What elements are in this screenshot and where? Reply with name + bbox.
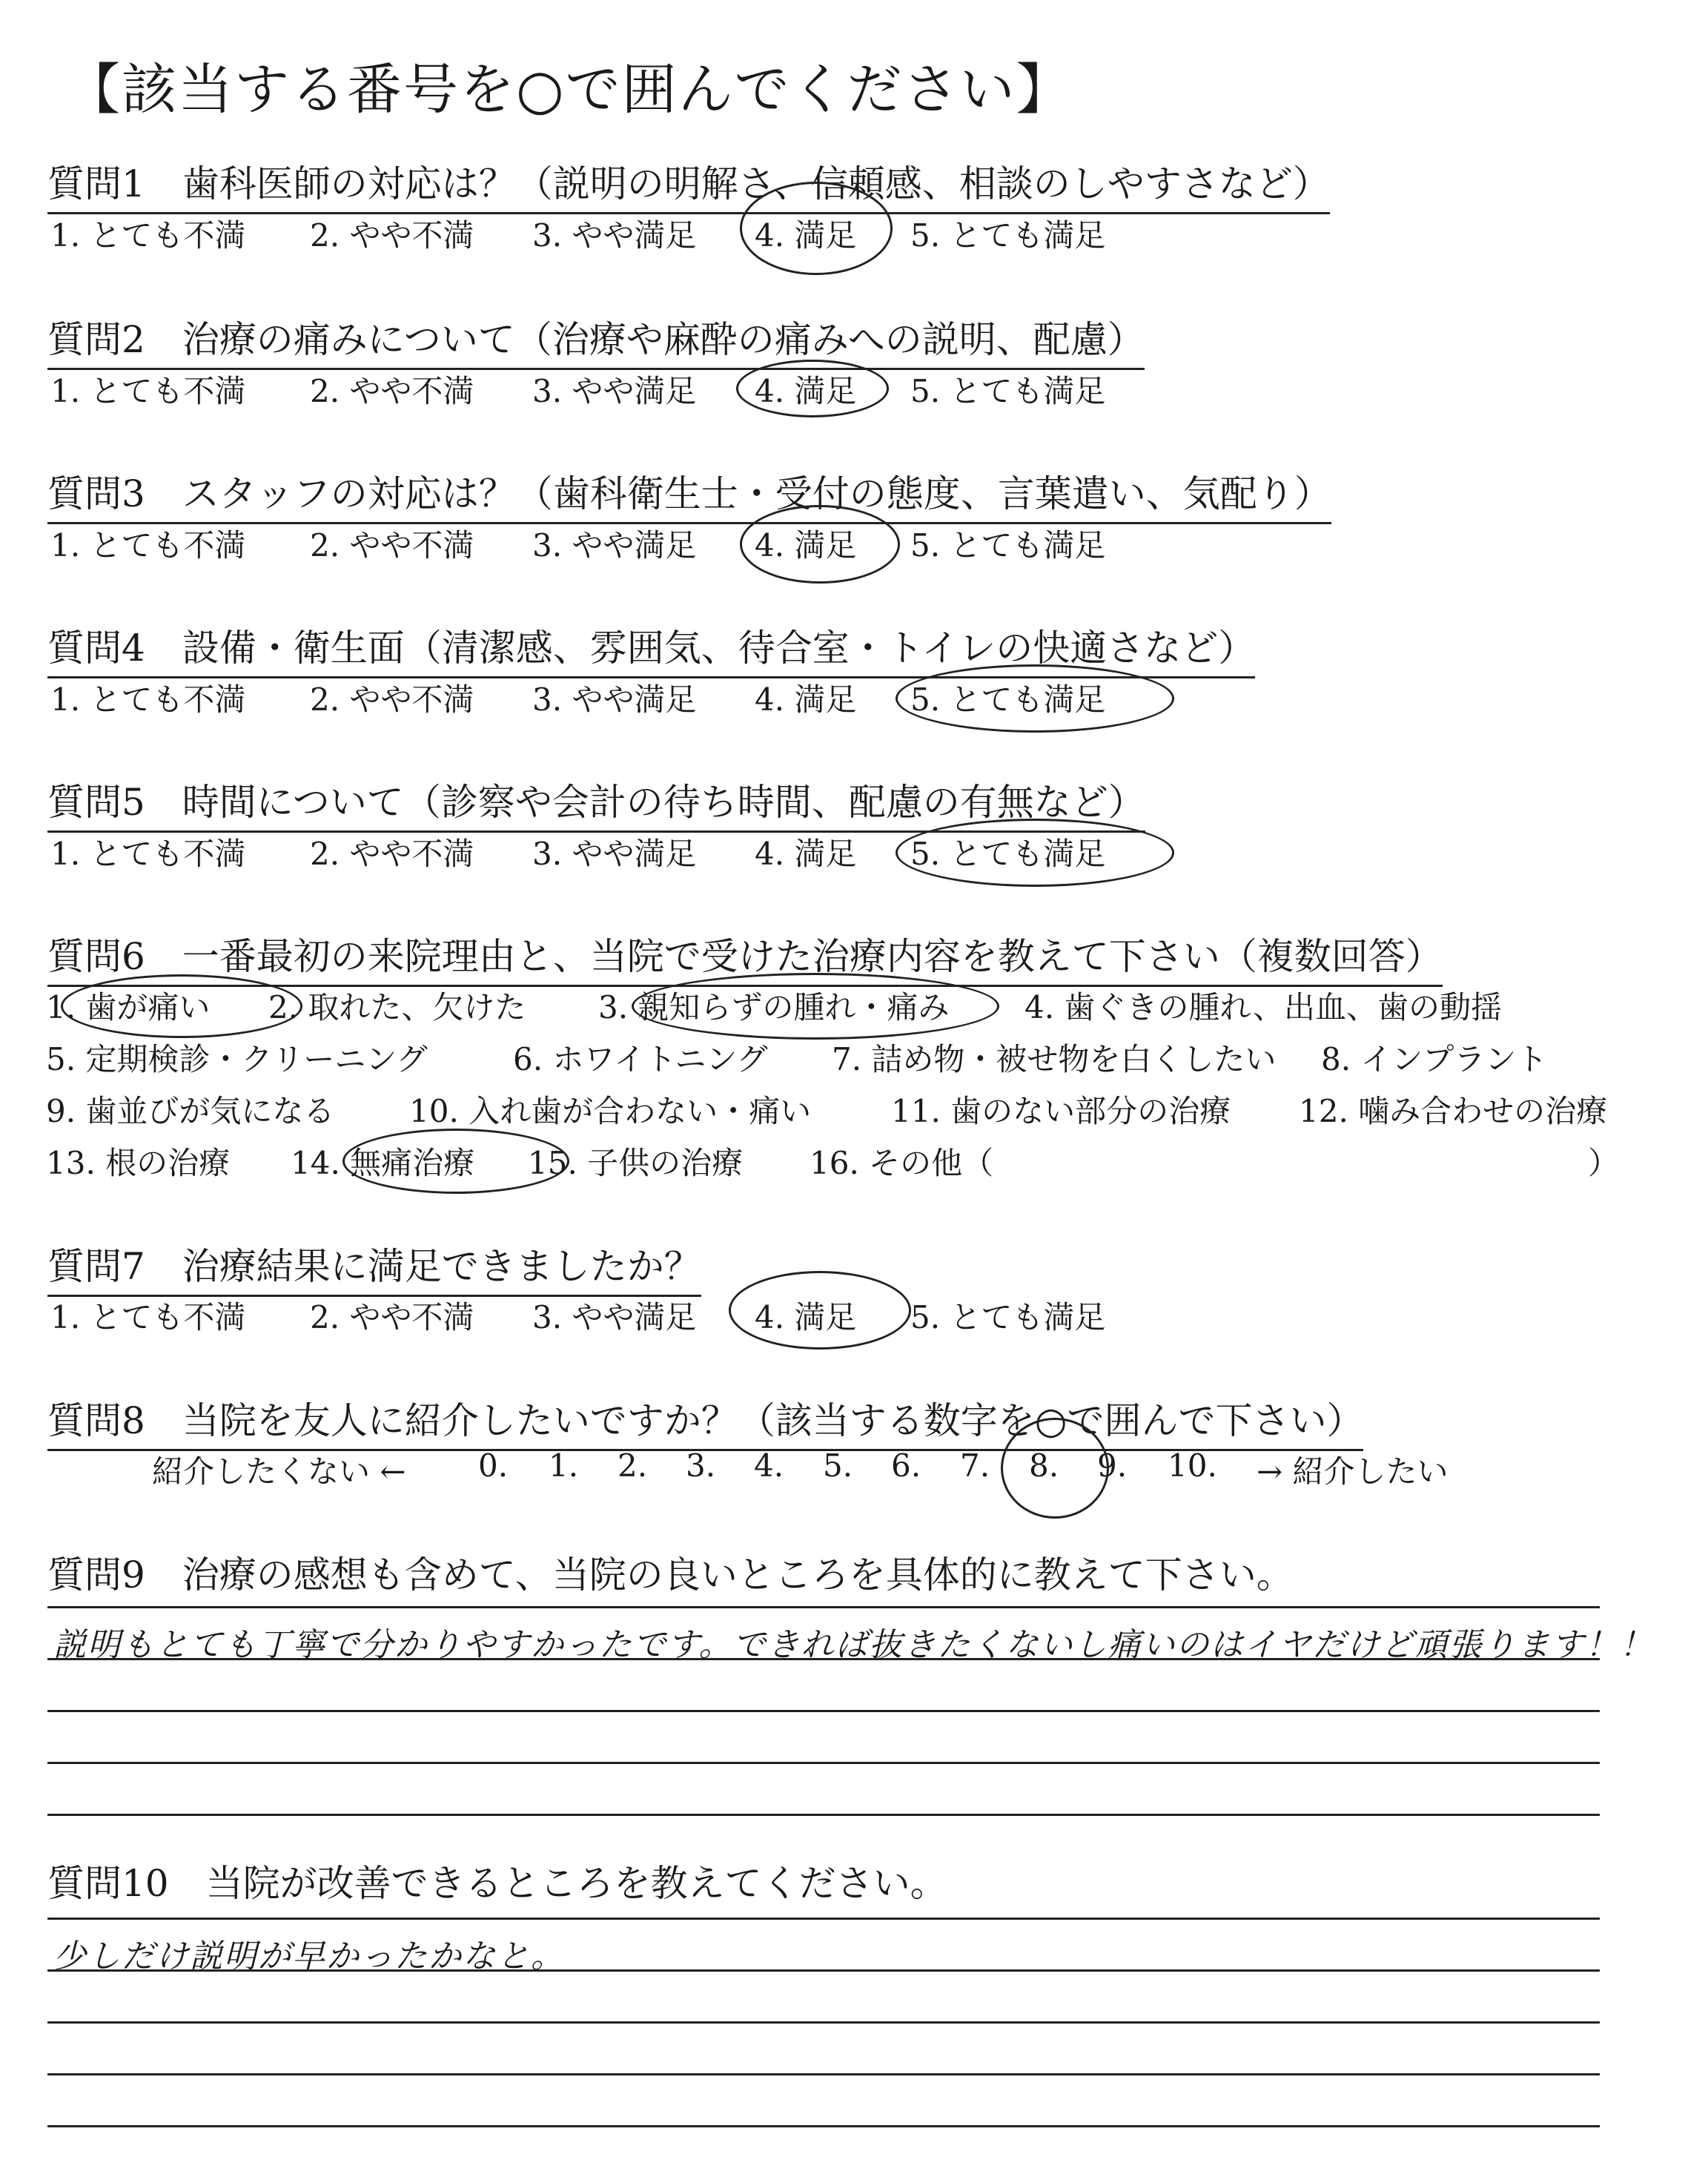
q6-option-1[interactable]: 1. 歯が痛い	[46, 989, 211, 1025]
q8-score-8[interactable]: 8.	[1029, 1447, 1059, 1484]
q3-option-4[interactable]: 4. 満足	[755, 527, 857, 564]
q8-score-3[interactable]: 3.	[686, 1447, 716, 1484]
q6-option-11[interactable]: 11. 歯のない部分の治療	[891, 1093, 1231, 1129]
q6-option-16[interactable]: 16. その他（	[810, 1145, 994, 1181]
q2-option-3[interactable]: 3. やや満足	[532, 373, 697, 409]
q8-score-6[interactable]: 6.	[891, 1447, 921, 1484]
q5-selection-circle	[896, 819, 1174, 887]
q6-option-3-circle	[632, 973, 999, 1040]
q6-option-15[interactable]: 15. 子供の治療	[528, 1145, 744, 1181]
q7-option-3[interactable]: 3. やや満足	[532, 1299, 697, 1335]
q3-option-5[interactable]: 5. とても満足	[910, 527, 1106, 564]
q10-answer-line-2	[47, 1969, 1600, 1972]
question-3-title: 質問3 スタッフの対応は？（歯科衛生士・受付の態度、言葉遣い、気配り）	[47, 464, 1331, 524]
q5-option-3[interactable]: 3. やや満足	[532, 836, 697, 872]
q2-option-5[interactable]: 5. とても満足	[910, 373, 1106, 409]
q2-selection-circle	[736, 360, 889, 417]
q6-option-5[interactable]: 5. 定期検診・クリーニング	[46, 1041, 428, 1077]
q6-option-8[interactable]: 8. インプラント	[1321, 1041, 1548, 1077]
q4-option-3[interactable]: 3. やや満足	[532, 681, 697, 718]
q8-score-1[interactable]: 1.	[549, 1447, 579, 1484]
q10-answer-line-4	[47, 2073, 1600, 2075]
q7-option-5[interactable]: 5. とても満足	[910, 1299, 1106, 1335]
q6-option-2[interactable]: 2. 取れた、欠けた	[268, 989, 526, 1025]
q3-selection-circle	[740, 505, 900, 584]
question-9-title: 質問9 治療の感想も含めて、当院の良いところを具体的に教えて下さい。	[47, 1553, 1294, 1596]
q3-option-3[interactable]: 3. やや満足	[532, 527, 697, 564]
q4-option-1[interactable]: 1. とても不満	[50, 681, 246, 718]
q7-option-1[interactable]: 1. とても不満	[50, 1299, 246, 1335]
q6-option-4[interactable]: 4. 歯ぐきの腫れ、出血、歯の動揺	[1025, 989, 1502, 1025]
q9-answer-line-1	[47, 1606, 1600, 1608]
q10-answer-line-1	[47, 1918, 1600, 1920]
question-5-title: 質問5 時間について（診察や会計の待ち時間、配慮の有無など）	[47, 773, 1145, 833]
q8-right-label: → 紹介したい	[1257, 1453, 1449, 1490]
q3-option-2[interactable]: 2. やや不満	[310, 527, 474, 564]
q9-answer-line-5	[47, 1814, 1600, 1816]
q6-other-close-paren: ）	[1588, 1145, 1620, 1181]
q2-option-4[interactable]: 4. 満足	[755, 373, 857, 409]
q7-option-4[interactable]: 4. 満足	[755, 1299, 857, 1335]
q1-option-4[interactable]: 4. 満足	[755, 217, 857, 254]
q8-score-9[interactable]: 9.	[1097, 1447, 1128, 1484]
q8-score-4[interactable]: 4.	[754, 1447, 784, 1484]
q10-answer-line-3	[47, 2021, 1600, 2024]
q8-score-7[interactable]: 7.	[960, 1447, 990, 1484]
q6-option-14-circle	[342, 1129, 569, 1194]
question-2-title: 質問2 治療の痛みについて（治療や麻酔の痛みへの説明、配慮）	[47, 310, 1145, 370]
q1-option-1[interactable]: 1. とても不満	[50, 217, 246, 254]
question-6-title: 質問6 一番最初の来院理由と、当院で受けた治療内容を教えて下さい（複数回答）	[47, 927, 1443, 987]
q6-option-3[interactable]: 3. 親知らずの腫れ・痛み	[598, 989, 950, 1025]
q1-option-5[interactable]: 5. とても満足	[910, 217, 1106, 254]
page-header: 【該当する番号を○で囲んでください】	[65, 58, 1073, 122]
q6-option-9[interactable]: 9. 歯並びが気になる	[46, 1093, 335, 1129]
q4-selection-circle	[896, 664, 1174, 733]
q2-option-1[interactable]: 1. とても不満	[50, 373, 246, 409]
q1-option-3[interactable]: 3. やや満足	[532, 217, 697, 254]
q6-option-6[interactable]: 6. ホワイトニング	[513, 1041, 768, 1077]
q6-option-10[interactable]: 10. 入れ歯が合わない・痛い	[409, 1093, 812, 1129]
q9-answer-text[interactable]: 説明もとても丁寧で分かりやすかったです。できれば抜きたくないし痛いのはイヤだけど頑張ります！！	[53, 1626, 1654, 1664]
q8-score-2[interactable]: 2.	[618, 1447, 648, 1484]
q1-option-2[interactable]: 2. やや不満	[310, 217, 474, 254]
q9-answer-line-2	[47, 1658, 1600, 1660]
q8-score-5[interactable]: 5.	[823, 1447, 853, 1484]
q1-selection-circle	[740, 182, 893, 275]
question-4-title: 質問4 設備・衛生面（清潔感、雰囲気、待合室・トイレの快適さなど）	[47, 618, 1255, 678]
question-10-title: 質問10 当院が改善できるところを教えてください。	[47, 1862, 947, 1905]
q8-left-label: 紹介したくない ←	[152, 1453, 406, 1490]
q9-answer-line-3	[47, 1710, 1600, 1712]
q4-option-4[interactable]: 4. 満足	[755, 681, 857, 718]
q6-option-12[interactable]: 12. 噛み合わせの治療	[1299, 1093, 1608, 1129]
q3-option-1[interactable]: 1. とても不満	[50, 527, 246, 564]
q5-option-4[interactable]: 4. 満足	[755, 836, 857, 872]
question-7-title: 質問7 治療結果に満足できましたか？	[47, 1237, 701, 1297]
q6-option-13[interactable]: 13. 根の治療	[46, 1145, 231, 1181]
q5-option-2[interactable]: 2. やや不満	[310, 836, 474, 872]
q6-option-14[interactable]: 14. 無痛治療	[291, 1145, 475, 1181]
question-8-title: 質問8 当院を友人に紹介したいですか？（該当する数字を○で囲んで下さい）	[47, 1391, 1363, 1451]
q4-option-2[interactable]: 2. やや不満	[310, 681, 474, 718]
q8-score-0[interactable]: 0.	[478, 1447, 509, 1484]
q6-option-1-circle	[61, 974, 302, 1038]
q7-selection-circle	[729, 1271, 911, 1350]
q2-option-2[interactable]: 2. やや不満	[310, 373, 474, 409]
q10-answer-text[interactable]: 少しだけ説明が早かったかなと。	[53, 1938, 565, 1975]
q5-option-5[interactable]: 5. とても満足	[910, 836, 1106, 872]
q6-option-7[interactable]: 7. 詰め物・被せ物を白くしたい	[832, 1041, 1277, 1077]
q4-option-5[interactable]: 5. とても満足	[910, 681, 1106, 718]
q8-score-10[interactable]: 10.	[1168, 1447, 1217, 1484]
q9-answer-line-4	[47, 1762, 1600, 1764]
q10-answer-line-5	[47, 2125, 1600, 2127]
q7-option-2[interactable]: 2. やや不満	[310, 1299, 474, 1335]
q8-selection-circle	[1001, 1418, 1109, 1519]
question-1-title: 質問1 歯科医師の対応は？（説明の明解さ、信頼感、相談のしやすさなど）	[47, 154, 1330, 214]
q5-option-1[interactable]: 1. とても不満	[50, 836, 246, 872]
